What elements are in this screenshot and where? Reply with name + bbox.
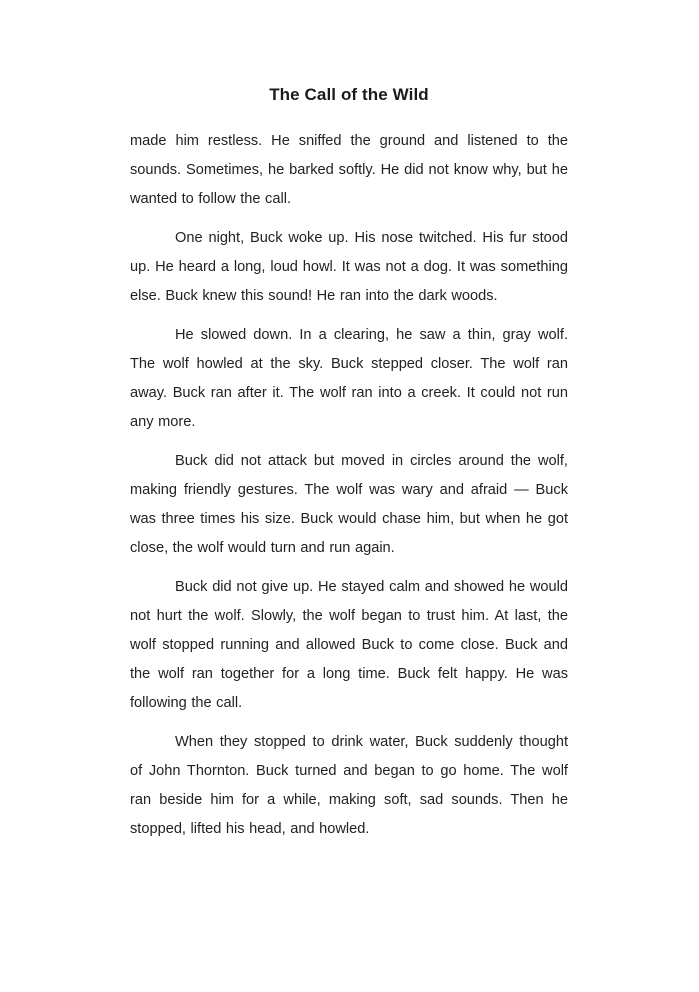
paragraph: Buck did not attack but moved in circles around the wolf, making friendly gestures. The wolf was wary and afraid — Buck was three times his size. Buck would chase him, but when he got close, the wolf would turn and run again. bbox=[130, 453, 568, 556]
paragraph: made him restless. He sniffed the ground and listened to the sounds. Sometimes, he barked softly. He did not know why, but he wanted to follow the call. bbox=[130, 133, 568, 207]
paragraph: He slowed down. In a clearing, he saw a thin, gray wolf. The wolf howled at the sky. Buck stepped closer. The wolf ran away. Buck ran after it. The wolf ran into a creek. It could not run any more. bbox=[130, 327, 568, 430]
paragraph: When they stopped to drink water, Buck suddenly thought of John Thornton. Buck turned and began to go home. The wolf ran beside him for a while, making soft, sad sounds. Then he stopped, lifted his head, and howled. bbox=[130, 734, 568, 837]
paragraph: One night, Buck woke up. His nose twitched. His fur stood up. He heard a long, loud howl. It was not a dog. It was something else. Buck knew this sound! He ran into the dark woods. bbox=[130, 230, 568, 304]
document-content bbox=[130, 85, 568, 844]
document-body bbox=[130, 127, 568, 844]
page-title: The Call of the Wild bbox=[269, 85, 429, 104]
paragraph: Buck did not give up. He stayed calm and showed he would not hurt the wolf. Slowly, the wolf began to trust him. At last, the wolf stopped running and allowed Buck to come close. Buck and the wolf ran together for a long time. Buck felt happy. He was following the call. bbox=[130, 579, 568, 711]
